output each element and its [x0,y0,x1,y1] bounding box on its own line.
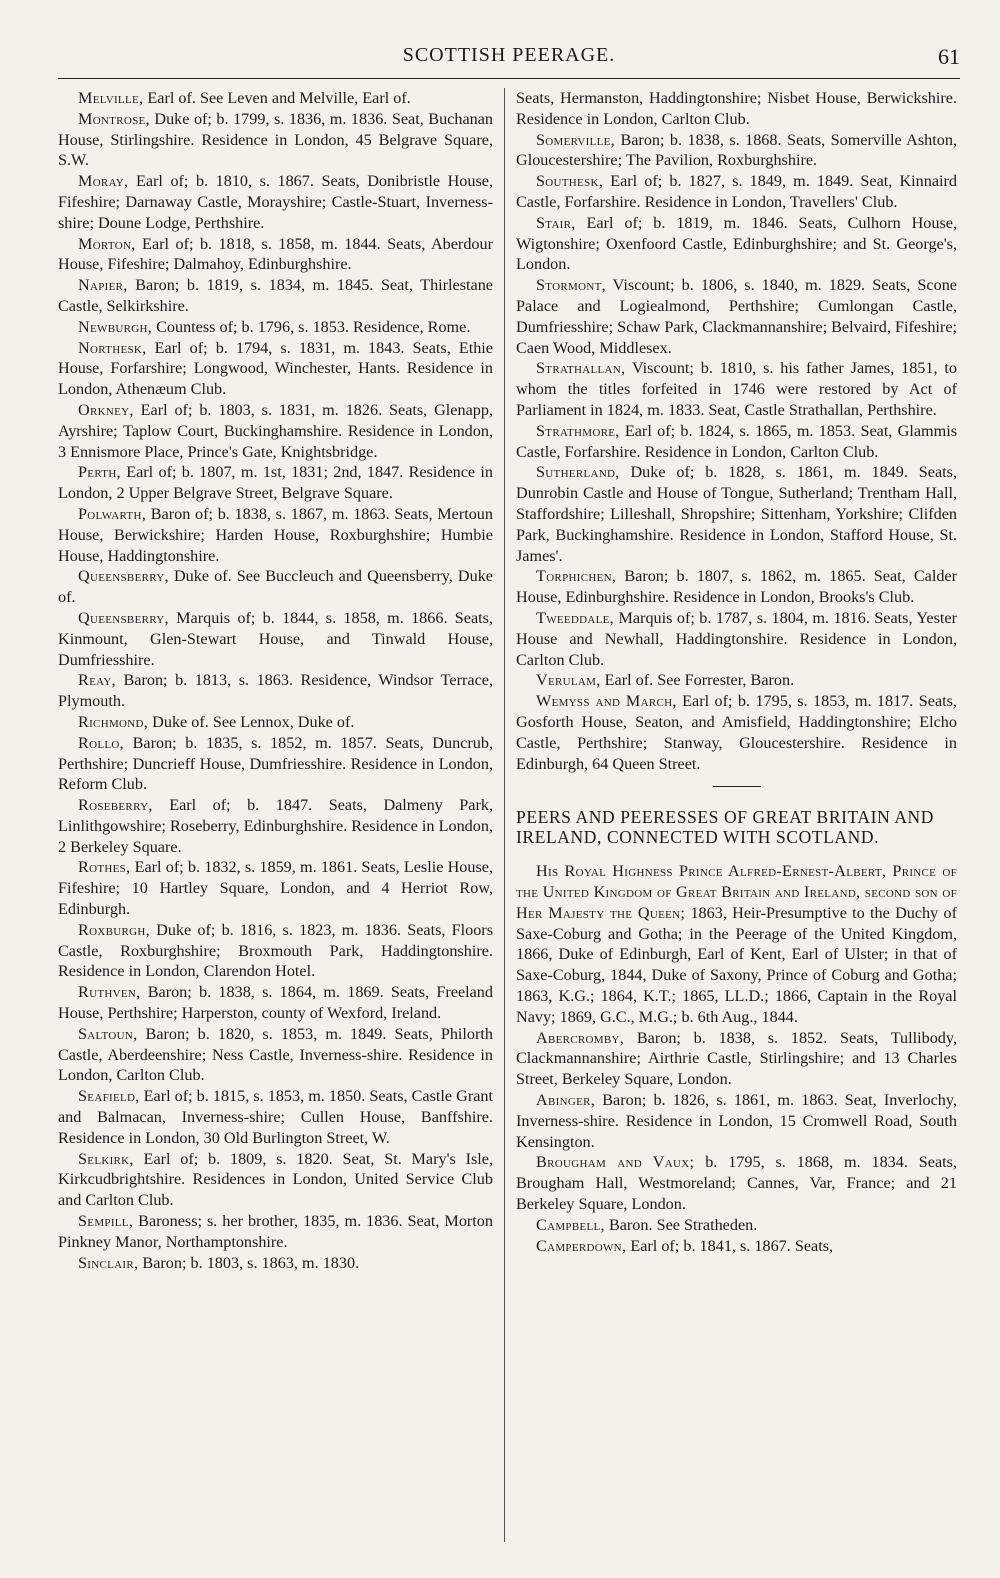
running-title: SCOTTISH PEERAGE. [402,44,616,66]
peer-title: Sempill, [78,1212,134,1231]
entry-text: Earl of; b. 1807, m. 1st, 1831; 2nd, 1847. Residence in London, 2 Upper Belgrave Street, Belgrave Square. [58,463,493,503]
entry-text: Marquis of; b. 1787, s. 1804, m. 1816. Seats, Yester House and Newhall, Haddingtonshire. Residence in London, Carlton Club. [516,608,957,669]
entry-text: Earl of. See Forrester, Baron. [600,671,795,690]
peer-title: Sutherland, [536,463,620,482]
entry-text: Duke of; b. 1816, s. 1823, m. 1836. Seats, Floors Castle, Roxburghshire; Broxmouth Park, Haddingtonshire. Residence in London, Clarendon Hotel. [58,920,493,981]
peerage-entry [58,109,493,171]
peer-title: Wemyss and March, [536,692,677,711]
entry-text: Earl of. See Leven and Melville, Earl of. [143,89,411,107]
peerage-entry [58,608,493,670]
peerage-entry [516,358,957,420]
peer-title: Morton, [78,234,136,253]
peer-title: Napier, [78,276,128,295]
peer-title: Polwarth, [78,504,147,523]
entry-text: Baron; b. 1838, s. 1864, m. 1869. Seats, Freeland House, Perthshire; Harperston, county of Wexford, Ireland. [58,983,493,1023]
entry-text: Baron. See Stratheden. [604,1215,758,1234]
peer-title: Brougham and Vaux; [536,1153,695,1172]
peer-title: Campbell, [536,1215,605,1234]
peerage-entry [58,338,493,400]
header-rule [58,78,960,79]
peerage-entry [58,733,493,795]
peerage-entry [516,1090,957,1152]
peerage-entry [58,1253,493,1274]
peer-title: Southesk, [536,172,604,191]
peerage-entry [516,421,957,463]
peerage-entry [58,1211,493,1253]
peerage-entry [58,171,493,233]
right-column-entries [516,88,957,774]
peer-title: Strathmore, [536,421,620,440]
peer-title: Abinger, [536,1091,596,1110]
entry-text: Baron; b. 1838, s. 1868. Seats, Somerville Ashton, Gloucestershire; The Pavilion, Roxburghshire. [516,130,957,170]
peerage-entry [516,861,957,1027]
entry-text: Baron of; b. 1838, s. 1867, m. 1863. Seats, Mertoun House, Berwickshire; Harden House, Roxburghshire; Humbie House, Haddingtonshire. [58,504,493,565]
peer-title: Verulam, [536,671,601,690]
entry-text: Baron; b. 1813, s. 1863. Residence, Windsor Terrace, Plymouth. [58,671,493,711]
peer-title: Roseberry, [78,796,153,815]
entry-text: Earl of; b. 1832, s. 1859, m. 1861. Seats, Leslie House, Fifeshire; 10 Hartley Square, London, and 4 Herriot Row, Edinburgh. [58,858,493,919]
entry-text: Earl of; b. 1795, s. 1853, m. 1817. Seats, Gosforth House, Seaton, and Amisfield, Haddingtonshire; Elcho Castle, Perthshire; Stanway, Gloucestershire. Residence in Edinburgh, 64 Queen Street. [516,692,957,773]
peerage-entry [58,234,493,276]
entry-text: Countess of; b. 1796, s. 1853. Residence, Rome. [152,317,471,336]
entry-text: Viscount; b. 1806, s. 1840, m. 1829. Seats, Scone Palace and Logiealmond, Perthshire; Cumlongan Castle, Dumfriesshire; Schaw Park, Clackmannanshire; Belvaird, Fifeshire; Caen Wood, Middlesex. [516,276,957,357]
left-column [58,88,493,1273]
entry-text: Duke of; b. 1799, s. 1836, m. 1836. Seat, Buchanan House, Stirlingshire. Residence in London, 45 Belgrave Square, S.W. [58,109,493,170]
peer-title: Moray, [78,172,129,191]
peer-title: Abercromby, [536,1028,625,1047]
section-separator [713,786,761,787]
entry-text: Baron; b. 1807, s. 1862, m. 1865. Seat, Calder House, Edinburghshire. Residence in London, Brooks's Club. [516,567,957,607]
peerage-entry [516,130,957,172]
entry-text: Baron; b. 1826, s. 1861, m. 1863. Seat, Inverlochy, Inverness-shire. Residence in London, 15 Cromwell Road, South Kensington. [516,1091,957,1151]
peer-title: Tweeddale, [536,608,615,627]
peerage-entry [516,566,957,608]
entry-text: Duke of; b. 1828, s. 1861, m. 1849. Seats, Dunrobin Castle and House of Tongue, Sutherland; Trentham Hall, Staffordshire; Lilleshall, Shropshire; Sittenham, Yorkshire; Clifden Park, Buckinghamshire. Residence in London, Stafford House, St. James'. [516,463,957,565]
entry-text: Marquis of; b. 1844, s. 1858, m. 1866. Seats, Kinmount, Glen-Stewart House, and Tinwald House, Dumfriesshire. [58,608,493,669]
peerage-entry [516,1215,957,1236]
peer-title: Torphichen, [536,567,617,586]
peerage-entry [516,691,957,774]
entry-text: Earl of; b. 1824, s. 1865, m. 1853. Seat, Glammis Castle, Forfarshire. Residence in London, Carlton Club. [516,421,957,461]
peer-title: Melville, [78,89,144,107]
entry-text: Earl of; b. 1794, s. 1831, m. 1843. Seats, Ethie House, Forfarshire; Longwood, Winchester, Hants. Residence in London, Athenæum Club. [58,338,493,399]
right-column [516,88,957,1256]
entry-text: 1863, Heir-Presumptive to the Duchy of Saxe-Coburg and Gotha; in the Peerage of the United Kingdom, 1866, Duke of Edinburgh, Earl of Kent, Earl of Ulster; in that of Saxe-Coburg, 1844, Duke of Saxony, Prince of Coburg and Gotha; 1863, K.G.; 1864, K.T.; 1865, LL.D.; 1866, Captain in the Royal Navy; 1869, G.C., M.G.; b. 6th Aug., 1844. [516,903,957,1026]
peerage-entry [58,795,493,857]
entry-text: Baron; b. 1803, s. 1863, m. 1830. [138,1253,360,1272]
peer-title: Rollo, [78,733,124,752]
entry-text: Earl of; b. 1827, s. 1849, m. 1849. Seat, Kinnaird Castle, Forfarshire. Residence in London, Travellers' Club. [516,172,957,211]
entry-text: Earl of; b. 1803, s. 1831, m. 1826. Seats, Glenapp, Ayrshire; Taplow Court, Buckinghamshire. Residence in London, 3 Ennismore Place, Prince's Gate, Knightsbridge. [58,400,493,461]
peer-title: Queensberry, [78,608,169,627]
peer-title: Perth, [78,463,121,482]
entry-text: Baron; b. 1819, s. 1834, m. 1845. Seat, Thirlestane Castle, Selkirkshire. [58,276,493,315]
peerage-entry [58,400,493,462]
peerage-entry [58,920,493,982]
entry-text: Seats, Hermanston, Haddingtonshire; Nisbet House, Berwickshire. Residence in London, Carlton Club. [516,89,957,128]
entry-text: Earl of; b. 1819, m. 1846. Seats, Culhorn House, Wigtonshire; Oxenfoord Castle, Edinburghshire; and St. George's, London. [516,213,957,274]
peerage-entry [516,1152,957,1214]
section-heading: PEERS AND PEERESSES OF GREAT BRITAIN AND IRELAND, CONNECTED WITH SCOTLAND. [516,807,935,848]
entry-text: Duke of. See Lennox, Duke of. [148,712,355,731]
peerage-entry [58,462,493,504]
peer-title: Reay, [78,671,116,690]
peer-title: Ruthven, [78,983,141,1002]
entry-text: b. 1795, s. 1868, m. 1834. Seats, Brougham Hall, Westmoreland; Cannes, Var, France; and 21 Berkeley Square, London. [516,1153,957,1214]
entry-text: Earl of; b. 1809, s. 1820. Seat, St. Mary's Isle, Kirkcudbrightshire. Residences in London, United Service Club and Carlton Club. [58,1149,493,1210]
peer-title: Strathallan, [536,359,626,378]
column-divider [504,88,505,1542]
peer-title: Newburgh, [78,317,153,336]
running-header [58,44,960,74]
peer-title: Roxburgh, [78,920,150,939]
peerage-entry [58,275,493,317]
entry-text: Duke of. See Buccleuch and Queensberry, Duke of. [58,567,493,607]
peer-title: Seafield, [78,1087,140,1106]
peerage-entry [58,982,493,1024]
page-number: 61 [938,44,960,69]
peerage-entry [58,857,493,919]
peerage-entry [58,504,493,566]
peerage-entry [58,1086,493,1148]
entry-text: Viscount; b. 1810, s. his father James, 1851, to whom the titles forfeited in 1746 were restored by Act of Parliament in 1824, m. 1833. Seat, Castle Strathallan, Perthshire. [516,359,957,419]
peerage-entry [516,213,957,275]
peerage-entry [58,88,493,109]
peer-title: Stair, [536,213,576,232]
peer-title: Somerville, [536,130,616,149]
peerage-entry [58,1024,493,1086]
entry-text: Earl of; b. 1818, s. 1858, m. 1844. Seats, Aberdour House, Fifeshire; Dalmahoy, Edinburghshire. [58,234,493,274]
peer-title: Stormont, [536,276,606,295]
peerage-entry [58,1149,493,1211]
peerage-entry [516,275,957,358]
entry-text: Earl of; b. 1810, s. 1867. Seats, Donibristle House, Fifeshire; Darnaway Castle, Morayshire; Castle-Stuart, Inverness-shire; Doune Lodge, Perthshire. [58,172,493,232]
peerage-entry [516,1236,957,1257]
entry-text: Baron; b. 1838, s. 1852. Seats, Tullibody, Clackmannanshire; Airthrie Castle, Stirlingshire; and 13 Charles Street, Berkeley Square, London. [516,1028,957,1089]
peerage-entry [516,670,957,691]
entry-text: Earl of; b. 1847. Seats, Dalmeny Park, Linlithgowshire; Roseberry, Edinburghshire. Residence in London, 2 Berkeley Square. [58,796,493,856]
peer-title: Selkirk, [78,1149,134,1168]
peer-title: His Royal Highness Prince Alfred-Ernest-Albert, Prince of the United Kingdom of Great Britain and Ireland, second son of Her Majesty the Queen; [516,862,957,922]
peerage-entry [58,712,493,733]
peer-title: Saltoun, [78,1024,138,1043]
peer-title: Orkney, [78,400,134,419]
peerage-entry [58,670,493,712]
peer-title: Northesk, [78,338,147,357]
peerage-entry [516,1028,957,1090]
peerage-entry [58,566,493,608]
peerage-entry [516,88,957,130]
peerage-entry [516,171,957,213]
peer-title: Richmond, [78,712,149,731]
peerage-entry [516,462,957,566]
section-entries [516,861,957,1256]
peerage-entry [58,317,493,338]
entry-text: Baron; b. 1835, s. 1852, m. 1857. Seats, Duncrub, Perthshire; Duncrieff House, Dumfriesshire. Residence in London, Reform Club. [58,733,493,794]
entry-text: Earl of; b. 1815, s. 1853, m. 1850. Seats, Castle Grant and Balmacan, Inverness-shire; Cullen House, Banffshire. Residence in London, 30 Old Burlington Street, W. [58,1087,493,1147]
entry-text: Baroness; s. her brother, 1835, m. 1836. Seat, Morton Pinkney Manor, Northamptonshire. [58,1212,493,1251]
entry-text: Earl of; b. 1841, s. 1867. Seats, [626,1236,834,1255]
peer-title: Sinclair, [78,1253,139,1272]
entry-text: Baron; b. 1820, s. 1853, m. 1849. Seats, Philorth Castle, Aberdeenshire; Ness Castle, Inverness-shire. Residence in London, Carlton Club. [58,1024,493,1085]
peer-title: Queensberry, [78,567,169,586]
peer-title: Rothes, [78,858,131,877]
peerage-entry [516,608,957,670]
peer-title: Montrose, [78,109,150,128]
peer-title: Camperdown, [536,1236,627,1255]
